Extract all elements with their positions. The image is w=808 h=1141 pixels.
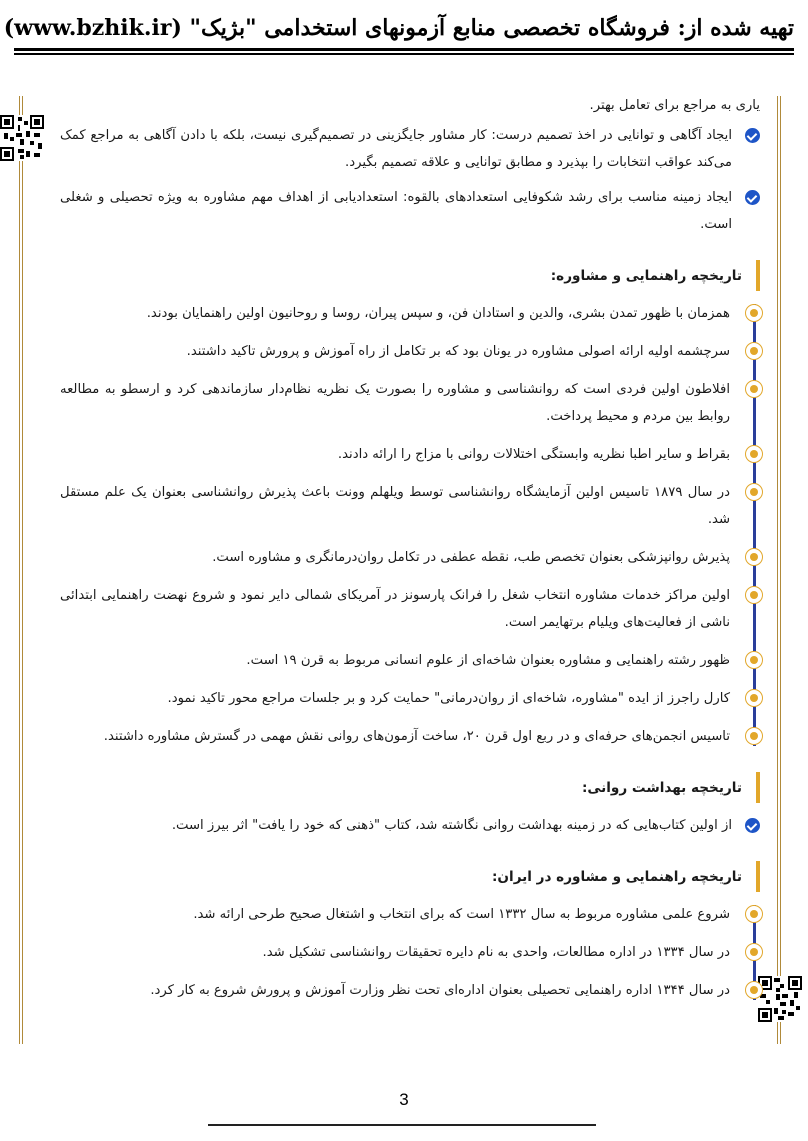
- timeline-dot-icon: [745, 905, 763, 923]
- section-title-iran-counseling-history: تاریخچه راهنمایی و مشاوره در ایران:: [60, 863, 760, 891]
- header-url: (www.bzhik.ir): [3, 15, 190, 41]
- page-header: [3, 10, 794, 46]
- header-rule-thin: [14, 53, 794, 55]
- timeline-item-text: شروع علمی مشاوره مربوط به سال ۱۳۳۲ است که برای انتخاب و اشتغال صحیح طرحی ارائه شد.: [193, 907, 730, 922]
- timeline-counseling-history: [60, 300, 760, 750]
- timeline-item: [60, 376, 730, 430]
- timeline-item: [60, 723, 730, 750]
- timeline-item-text: افلاطون اولین فردی است که روانشناسی و مشاوره را بصورت یک نظریه نظام‌دار سازماندهی کرد و ارسطو به مطالعه روابط بین مردم و محیط پرداخت.: [60, 382, 730, 424]
- timeline-item-text: کارل راجرز از ایده "مشاوره، شاخه‌ای از روان‌درمانی" حمایت کرد و بر جلسات مراجع محور تاکید نمود.: [167, 691, 730, 706]
- timeline-item-text: اولین مراکز خدمات مشاوره انتخاب شغل را فرانک پارسونز در آمریکای شمالی دایر نمود و شروع نهضت راهنمایی ابتدائی ناشی از فعالیت‌های ویلیام برتهایمر است.: [60, 588, 730, 630]
- timeline-dot-icon: [745, 304, 763, 322]
- check-item-text: ایجاد زمینه مناسب برای رشد شکوفایی استعدادهای بالقوه: استعدادیابی از اهداف مهم مشاوره به ویژه تحصیلی و شغلی است.: [60, 190, 732, 232]
- timeline-item-text: همزمان با ظهور تمدن بشری، والدین و استادان فن، و سپس پیران، روسا و روحانیون اولین راهنمایان بودند.: [146, 306, 730, 321]
- intro-continuation: یاری به مراجع برای تعامل بهتر.: [589, 98, 760, 113]
- page-content: [60, 92, 760, 1004]
- timeline-dot-icon: [745, 483, 763, 501]
- timeline-item: [60, 977, 730, 1004]
- check-list-item: [60, 122, 760, 176]
- timeline-dot-icon: [745, 445, 763, 463]
- check-list-item: [60, 184, 760, 238]
- timeline-item-text: سرچشمه اولیه ارائه اصولی مشاوره در یونان بود که بر تکامل از راه آموزش و پرورش تاکید داشتند.: [186, 344, 730, 359]
- left-border-rule: [19, 96, 23, 1044]
- header-rule: [14, 48, 794, 51]
- qr-code-icon: [0, 115, 44, 161]
- timeline-iran-counseling-history: [60, 901, 760, 1004]
- timeline-item-text: در سال ۱۳۴۴ اداره راهنمایی تحصیلی بعنوان اداره‌ای تحت نظر وزارت آموزش و پرورش شروع به کار کرد.: [150, 983, 730, 998]
- timeline-dot-icon: [745, 727, 763, 745]
- header-prefix: تهیه شده از: فروشگاه تخصصی منابع آزمونهای استخدامی: [256, 15, 794, 41]
- timeline-item-text: در سال ۱۸۷۹ تاسیس اولین آزمایشگاه روانشناسی توسط ویلهلم وونت باعث پذیرش روانشناسی بعنوان یک علم مستقل شد.: [60, 485, 730, 527]
- timeline-item-text: پذیرش روانپزشکی بعنوان تخصص طب، نقطه عطفی در تکامل روان‌درمانگری و مشاوره است.: [212, 550, 730, 565]
- timeline-item-text: در سال ۱۳۳۴ در اداره مطالعات، واحدی به نام دایره تحقیقات روانشناسی تشکیل شد.: [262, 945, 730, 960]
- footer-rule: [208, 1124, 596, 1126]
- check-circle-icon: [745, 190, 760, 205]
- timeline-dot-icon: [745, 342, 763, 360]
- check-item-text: از اولین کتاب‌هایی که در زمینه بهداشت روانی نگاشته شد، کتاب "ذهنی که خود را یافت" اثر بیرز است.: [171, 818, 732, 833]
- timeline-dot-icon: [745, 651, 763, 669]
- section-title-counseling-history: تاریخچه راهنمایی و مشاوره:: [60, 262, 760, 290]
- timeline-item: [60, 479, 730, 533]
- timeline-item: [60, 647, 730, 674]
- timeline-line: [753, 304, 756, 746]
- check-circle-icon: [745, 818, 760, 833]
- page-number: 3: [399, 1090, 409, 1109]
- timeline-item-text: بقراط و سایر اطبا نظریه وابستگی اختلالات روانی با مزاج را ارائه دادند.: [337, 447, 730, 462]
- check-item-text: ایجاد آگاهی و توانایی در اخذ تصمیم درست: کار مشاور جایگزینی در تصمیم‌گیری نیست، بلکه با دادن آگاهی به مراجع کمک می‌کند عواقب انتخابات را بپذیرد و مطابق توانایی و علاقه تصمیم بگیرد.: [60, 128, 732, 170]
- timeline-item: [60, 300, 730, 327]
- timeline-item-text: تاسیس انجمن‌های حرفه‌ای و در ربع اول قرن ۲۰، ساخت آزمون‌های روانی نقش مهمی در گسترش مشاوره داشتند.: [103, 729, 730, 744]
- timeline-dot-icon: [745, 689, 763, 707]
- check-list-item: [60, 812, 760, 839]
- timeline-dot-icon: [745, 981, 763, 999]
- timeline-item: [60, 441, 730, 468]
- timeline-dot-icon: [745, 380, 763, 398]
- check-circle-icon: [745, 128, 760, 143]
- timeline-item: [60, 544, 730, 571]
- timeline-item-text: ظهور رشته راهنمایی و مشاوره بعنوان شاخه‌ای از علوم انسانی مربوط به قرن ۱۹ است.: [246, 653, 730, 668]
- timeline-item: [60, 901, 730, 928]
- right-border-rule: [777, 96, 781, 1044]
- timeline-item: [60, 685, 730, 712]
- header-brand: "بژیک": [189, 15, 257, 41]
- timeline-dot-icon: [745, 586, 763, 604]
- section-title-mental-health-history: تاریخچه بهداشت روانی:: [60, 774, 760, 802]
- timeline-dot-icon: [745, 548, 763, 566]
- timeline-item: [60, 338, 730, 365]
- timeline-item: [60, 582, 730, 636]
- timeline-item: [60, 939, 730, 966]
- timeline-dot-icon: [745, 943, 763, 961]
- qr-code-icon: [758, 976, 802, 1022]
